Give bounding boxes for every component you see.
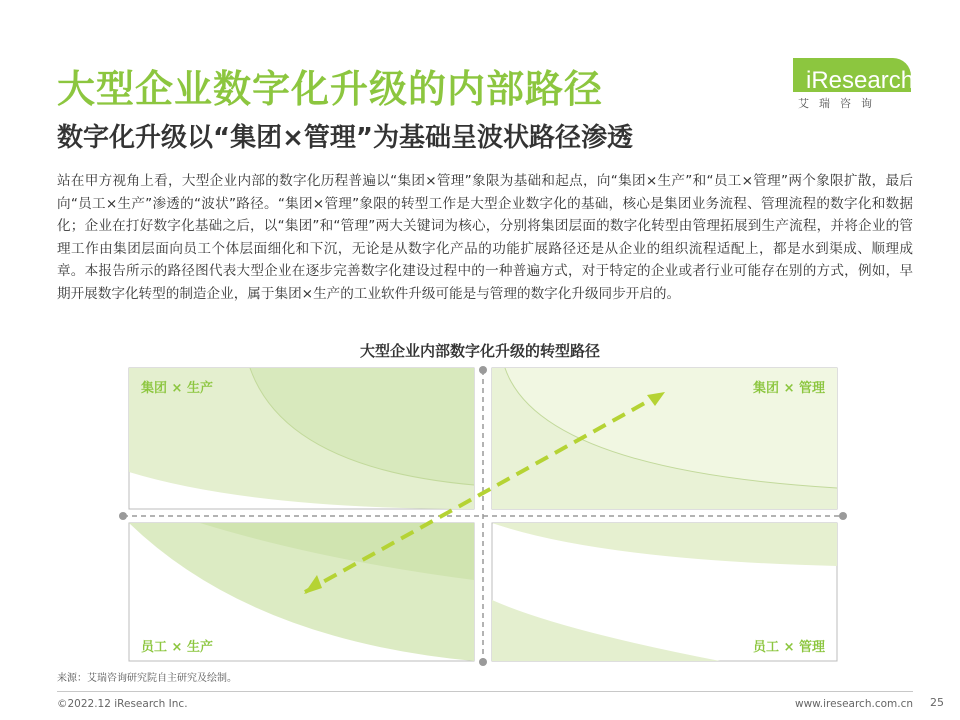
quadrant-label-bottom-right: 员工 × 管理 <box>753 640 825 655</box>
axis-end-dot <box>479 658 487 666</box>
page-number: 25 <box>930 696 944 709</box>
axis-end-dot <box>119 512 127 520</box>
quadrant-label-top-right: 集团 × 管理 <box>753 381 825 396</box>
page-subtitle: 数字化升级以“集团×管理”为基础呈波状路径渗透 <box>57 123 633 153</box>
logo-text: iResearch <box>806 67 915 94</box>
diagram-title: 大型企业内部数字化升级的转型路径 <box>359 342 600 360</box>
axis-end-dot <box>479 366 487 374</box>
axis-end-dot <box>839 512 847 520</box>
footer-website[interactable]: www.iresearch.com.cn <box>795 698 914 710</box>
logo-cn-text: 艾瑞咨询 <box>798 97 882 110</box>
footer-copyright: ©2022.12 iResearch Inc. <box>57 698 188 710</box>
quadrant-label-top-left: 集团 × 生产 <box>141 381 213 396</box>
quadrant-label-bottom-left: 员工 × 生产 <box>141 640 213 655</box>
footer-divider <box>57 691 913 692</box>
page-title: 大型企业数字化升级的内部路径 <box>57 67 604 111</box>
source-note: 来源：艾瑞咨询研究院自主研究及绘制。 <box>57 673 237 684</box>
body-paragraph: 站在甲方视角上看，大型企业内部的数字化历程普遍以“集团×管理”象限为基础和起点，向“集团×生产”和“员工×管理”两个象限扩散，最后向“员工×生产”渗透的“波状”路径。“集团×管理”象限的转型工作是大型企业数字化的基础，核心是集团业务流程、管理流程的数字化和数据化；企业在打好数字化基础之后，以“集团”和“管理”两大关键词为核心，分别将集团层面的数字化转型由管理拓展到生产流程，并将企业的管理工作由集团层面向员工个体层面细化和下沉，无论是从数字化产品的功能扩展路径还是从企业的组织流程适配上，都是水到渠成、顺理成章。本报告所示的路径图代表大型企业在逐步完善数字化建设过程中的一种普遍方式，对于特定的企业或者行业可能存在别的方式，例如，早期开展数字化转型的制造企业，属于集团×生产的工业软件升级可能是与管理的数字化升级同步开启的。 <box>57 173 913 302</box>
